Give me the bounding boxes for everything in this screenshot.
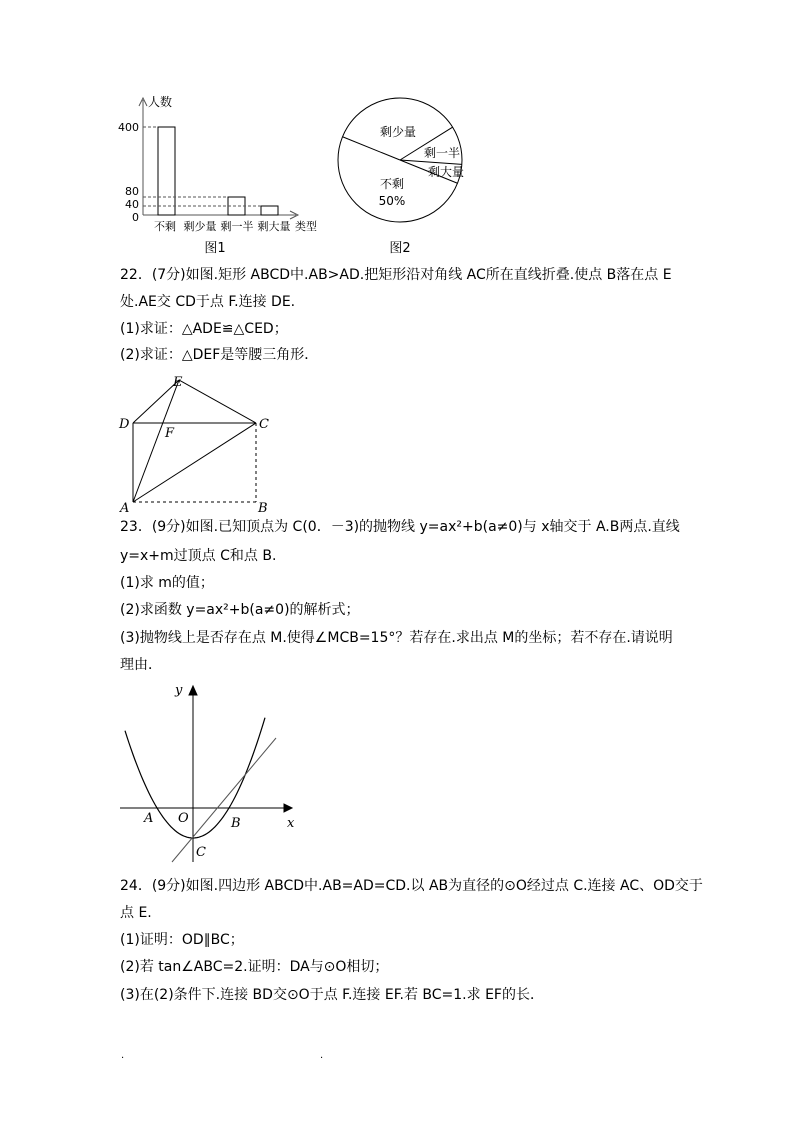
- figure-caption: 图2: [389, 241, 411, 256]
- q24-part2: (2)若 tan∠ABC=2.证明：DA与⊙O相切；: [120, 959, 389, 975]
- q23-part1: (1)求 m的值；: [120, 575, 214, 591]
- q24-stem-line2: 点 E.: [120, 905, 152, 921]
- slice-label: 剩少量: [379, 125, 417, 139]
- x-tick-label: 剩少量: [183, 220, 217, 233]
- label-x: x: [287, 816, 295, 831]
- q24-part3: (3)在(2)条件下.连接 BD交⊙O于点 F.连接 EF.若 BC=1.求 EF的长．: [120, 987, 544, 1003]
- y-tick-label: 0: [132, 211, 139, 224]
- y-axis-label: 人数: [148, 95, 173, 109]
- q22-part2: (2)求证：△DEF是等腰三角形．: [120, 347, 319, 363]
- q23-part3-line2: 理由．: [120, 657, 162, 673]
- label-A: A: [144, 811, 154, 826]
- x-tick-label: 剩大量: [257, 220, 291, 233]
- x-tick-label: 不剩: [154, 220, 176, 233]
- slice-label: 剩大量: [427, 165, 465, 179]
- x-tick-label: 剩一半: [220, 220, 254, 233]
- footer-dot: .: [320, 1050, 324, 1061]
- y-tick-label: 400: [118, 121, 139, 134]
- q24-stem-line1: 24．(9分)如图.四边形 ABCD中.AB=AD=CD.以 AB为直径的⊙O经过点 C.连接 AC、OD交于: [120, 878, 703, 894]
- label-F: F: [165, 426, 175, 441]
- x-axis-label: 类型: [295, 220, 317, 233]
- label-E: E: [173, 375, 183, 390]
- label-B: B: [231, 816, 241, 831]
- slice-label: 不剩: [379, 177, 405, 191]
- figure-caption: 图1: [204, 241, 226, 256]
- slice-percent: 50%: [378, 194, 406, 208]
- line-y-x-plus-m: [172, 738, 276, 862]
- q23-part3-line1: (3)抛物线上是否存在点 M.使得∠MCB=15°？若存在.求出点 M的坐标；若不存在.请说明: [120, 630, 673, 646]
- q23-stem-line2: y=x+m过顶点 C和点 B.: [120, 548, 277, 564]
- label-C: C: [196, 845, 206, 860]
- label-y: y: [175, 683, 183, 698]
- q24-part1: (1)证明：OD∥BC；: [120, 932, 244, 948]
- footer-dot: .: [121, 1050, 125, 1061]
- q23-part2: (2)求函数 y=ax²+b(a≠0)的解析式；: [120, 602, 360, 618]
- y-tick-label: 80: [125, 185, 139, 198]
- label-D: D: [119, 417, 130, 432]
- y-tick-label: 40: [125, 198, 139, 211]
- x-axis-arrow-icon: [284, 804, 292, 812]
- y-axis-arrow-icon: [189, 686, 197, 695]
- slice-label: 剩一半: [423, 146, 461, 160]
- q22-stem-line1: 22．(7分)如图.矩形 ABCD中.AB>AD.把矩形沿对角线 AC所在直线折叠.使点 B落在点 E: [120, 267, 672, 283]
- q23-stem-line1: 23．(9分)如图.已知顶点为 C(0．－3)的抛物线 y=ax²+b(a≠0)与 x轴交于 A.B两点.直线: [120, 519, 680, 535]
- q22-part1: (1)求证：△ADE≌△CED；: [120, 321, 288, 337]
- label-O: O: [178, 811, 189, 826]
- q22-stem-line2: 处.AE交 CD于点 F.连接 DE.: [120, 294, 296, 310]
- label-C: C: [259, 417, 269, 432]
- label-B: B: [258, 501, 268, 516]
- label-A: A: [120, 501, 130, 516]
